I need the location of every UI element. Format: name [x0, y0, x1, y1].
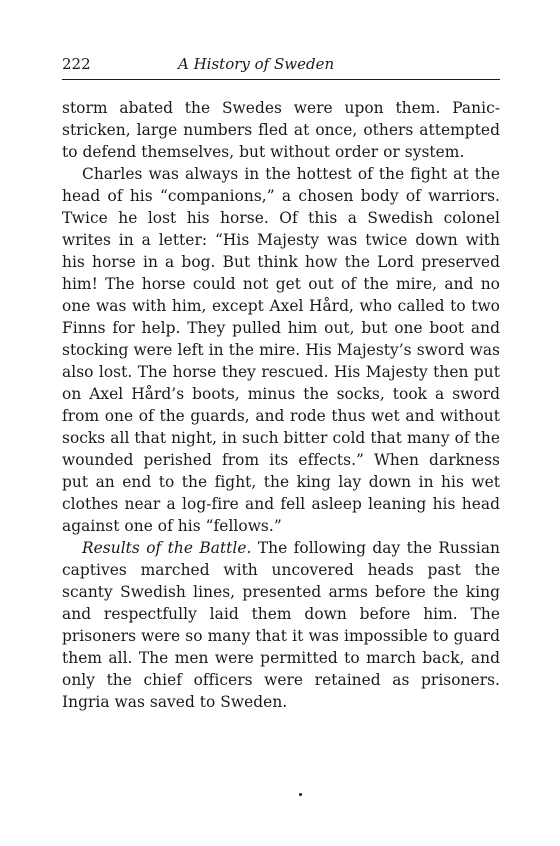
- section-heading-results: Results of the Battle.: [82, 539, 252, 557]
- paragraph-continued: storm abated the Swedes were upon them. Panic-stricken, large numbers fled at once, others attempted to defend themselves, but without order or system.: [62, 99, 500, 161]
- paragraph-results-text: The following day the Russian captives marched with uncovered heads past the scanty Swedish lines, presented arms before the king and respectfully laid them down before him. The prisoners were so many that it was impossible to guard them all. The men were permitted to march back, and only the chief officers were retained as prisoners. Ingria was saved to Sweden.: [62, 539, 501, 711]
- running-title: A History of Sweden: [178, 55, 335, 73]
- book-page: [62, 54, 500, 713]
- running-head: [62, 54, 500, 80]
- paragraph-results: [62, 537, 500, 713]
- paragraph-charles: Charles was always in the hottest of the fight at the head of his “companions,” a chosen body of warriors. Twice he lost his horse. Of this a Swedish colonel writes in a letter: “His Majesty was twice down with his horse in a bog. But think how the Lord preserved him! The horse could not get out of the mire, and no one was with him, except Axel Hård, who called to two Finns for help. They pulled him out, but one boot and stocking were left in the mire. His Majesty’s sword was also lost. The horse they rescued. His Majesty then put on Axel Hård’s boots, minus the socks, took a sword from one of the guards, and rode thus wet and without socks all that night, in such bitter cold that many of the wounded perished from its effects.” When darkness put an end to the fight, the king lay down in his wet clothes near a log-fire and fell asleep leaning his head against one of his “fellows.”: [62, 165, 500, 535]
- page-number: 222: [62, 55, 91, 73]
- body-text: [62, 97, 500, 713]
- page-dot-mark: [299, 793, 302, 796]
